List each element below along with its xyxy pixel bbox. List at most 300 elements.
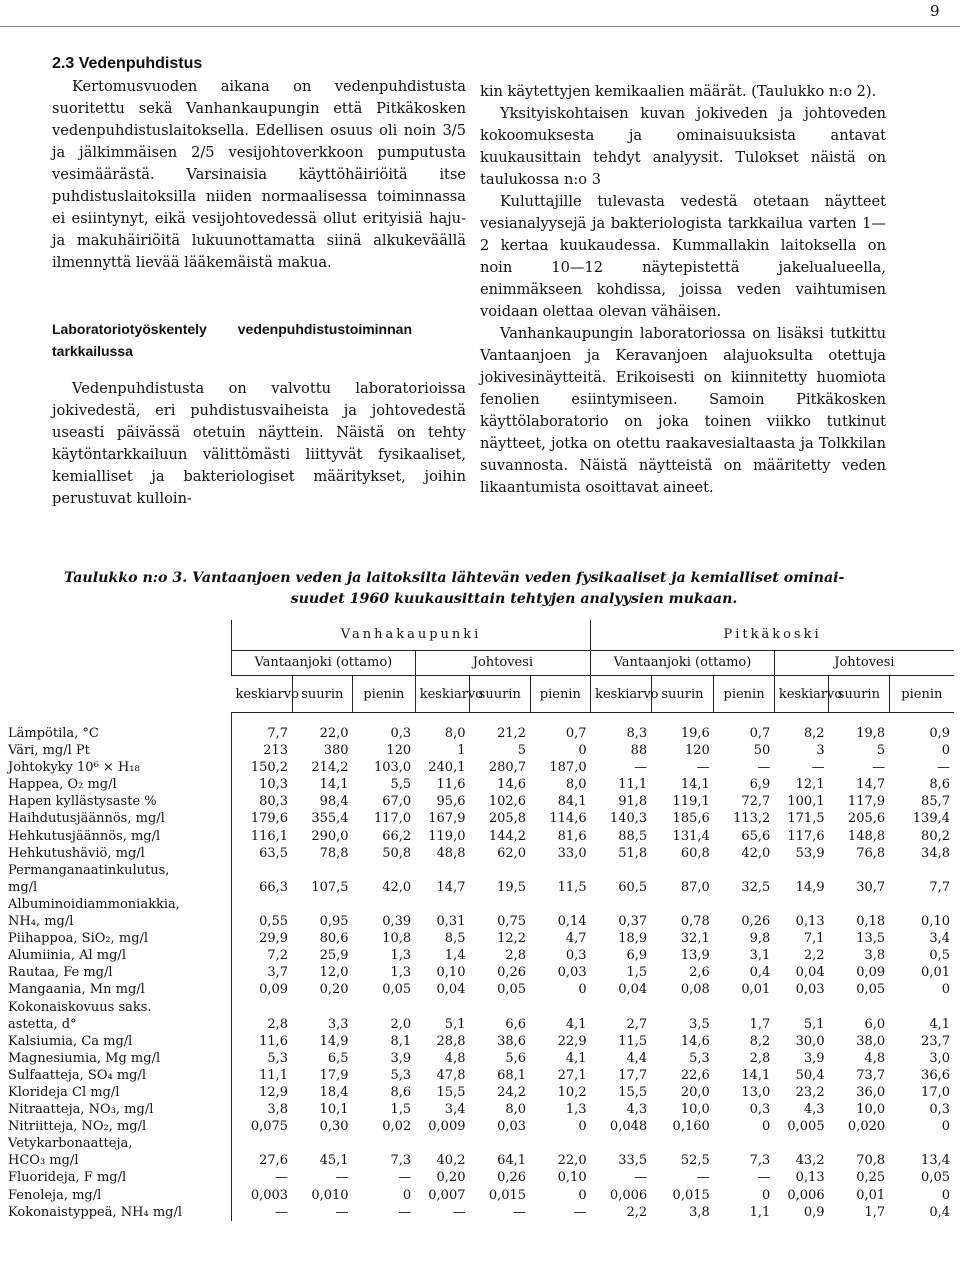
value-cell xyxy=(353,999,416,1016)
value-cell: 103,0 xyxy=(373,760,412,776)
value-cell: 179,6 xyxy=(250,811,289,827)
value-cell: 29,9 xyxy=(259,931,289,947)
value-cell xyxy=(591,1135,652,1152)
value-cell: 36,6 xyxy=(921,1067,950,1083)
value-cell: 22,0 xyxy=(319,726,349,741)
value-cell: 91,8 xyxy=(618,794,648,810)
table-row xyxy=(6,879,954,896)
value-cell: 355,4 xyxy=(311,811,349,827)
value-cell xyxy=(469,862,530,879)
value-cell: 0,009 xyxy=(428,1119,466,1135)
value-cell: 3 xyxy=(816,743,825,759)
value-cell: 38,6 xyxy=(497,1033,527,1049)
value-cell: 0 xyxy=(402,1187,412,1203)
value-cell: 9,8 xyxy=(749,931,771,947)
value-cell: 13,5 xyxy=(856,931,886,947)
value-cell: 10,1 xyxy=(319,1102,349,1118)
value-cell xyxy=(469,1135,530,1152)
page-number: 9 xyxy=(930,2,940,20)
value-cell: — xyxy=(335,1170,349,1186)
row-label: Happea, O₂ mg/l xyxy=(6,776,231,793)
value-cell: 3,9 xyxy=(803,1050,825,1066)
right-column xyxy=(480,81,886,499)
value-cell: 10,8 xyxy=(382,931,412,947)
value-cell xyxy=(231,862,292,879)
value-cell: 240,1 xyxy=(428,760,466,776)
value-cell: 213 xyxy=(263,743,289,759)
value-cell: 5,6 xyxy=(505,1050,527,1066)
value-cell: 0 xyxy=(578,743,587,759)
value-cell: — xyxy=(757,1170,771,1186)
table-caption-line-1: Taulukko n:o 3. Vantaanjoen veden ja laitoksilta lähtevän veden fysikaaliset ja kemialliset ominai- xyxy=(64,570,845,586)
value-cell: 8,0 xyxy=(444,726,466,741)
stat-header: pienin xyxy=(530,676,591,713)
source-header: Vantaanjoki (ottamo) xyxy=(231,651,415,676)
value-cell xyxy=(530,896,591,913)
value-cell: 0,3 xyxy=(565,948,587,964)
value-cell xyxy=(415,862,469,879)
value-cell: 0,05 xyxy=(382,982,412,998)
value-cell: 0,95 xyxy=(319,914,349,930)
row-label: Kalsiumia, Ca mg/l xyxy=(6,1033,231,1050)
value-cell: 22,0 xyxy=(557,1153,587,1169)
value-cell: 14,6 xyxy=(497,777,527,793)
value-cell: 0,5 xyxy=(929,948,950,964)
row-label: Fenoleja, mg/l xyxy=(6,1187,231,1204)
value-cell: 19,5 xyxy=(497,879,527,895)
value-cell: 0,13 xyxy=(795,1170,825,1186)
value-cell: 47,8 xyxy=(436,1067,466,1083)
value-cell: — xyxy=(634,1170,648,1186)
value-cell: 5,3 xyxy=(267,1050,289,1066)
value-cell: 38,0 xyxy=(856,1033,886,1049)
value-cell: 14,9 xyxy=(319,1033,349,1049)
value-cell: 100,1 xyxy=(787,794,825,810)
value-cell: — xyxy=(811,760,825,776)
stat-header: pienin xyxy=(353,676,416,713)
value-cell: 380 xyxy=(323,743,349,759)
value-cell: 21,2 xyxy=(497,726,527,741)
spacer-row xyxy=(6,713,954,726)
value-cell: 0,55 xyxy=(259,914,289,930)
value-cell: 5,3 xyxy=(390,1067,412,1083)
value-cell: 52,5 xyxy=(680,1153,710,1169)
value-cell: — xyxy=(398,1204,412,1220)
value-cell xyxy=(651,1135,714,1152)
value-cell: — xyxy=(872,760,886,776)
value-cell: 2,7 xyxy=(626,1016,648,1032)
table-caption xyxy=(64,568,904,610)
value-cell xyxy=(292,999,353,1016)
value-cell: 171,5 xyxy=(787,811,825,827)
row-label: NH₄, mg/l xyxy=(6,913,231,930)
value-cell: 6,5 xyxy=(327,1050,349,1066)
value-cell: 68,1 xyxy=(497,1067,527,1083)
value-cell xyxy=(651,999,714,1016)
value-cell: 0,05 xyxy=(856,982,886,998)
value-cell xyxy=(530,862,591,879)
value-cell: 0,26 xyxy=(497,1170,527,1186)
value-cell xyxy=(714,1135,775,1152)
value-cell: 2,2 xyxy=(626,1204,648,1220)
value-cell: 5 xyxy=(876,743,886,759)
value-cell: 32,1 xyxy=(680,931,710,947)
table-row xyxy=(6,981,954,998)
value-cell: 48,8 xyxy=(436,845,466,861)
value-cell: 0,7 xyxy=(749,726,771,741)
value-cell xyxy=(889,862,954,879)
value-cell: 0 xyxy=(762,1187,771,1203)
row-label: Rautaa, Fe mg/l xyxy=(6,964,231,981)
value-cell: 13,9 xyxy=(680,948,710,964)
value-cell: 117,6 xyxy=(787,828,825,844)
stat-header-row xyxy=(6,676,954,713)
value-cell: 17,0 xyxy=(921,1084,950,1100)
value-cell: 0,09 xyxy=(856,965,886,981)
value-cell: 0,01 xyxy=(856,1187,886,1203)
right-paragraph-3: Kuluttajille tulevasta vedestä otetaan näytteet vesianalyysejä ja bakteriologista tarkkailua varten 1—2 kertaa kuukaudessa. Kummallakin laitoksella on noin 10—12 näytepistettä jakelualueella, enimmäkseen kohdissa, joissa veden vaihtumisen voidaan olettaa olevan vähäisen. xyxy=(480,193,886,320)
value-cell: 113,2 xyxy=(733,811,771,827)
value-cell: 3,1 xyxy=(749,948,771,964)
table-row xyxy=(6,1135,954,1152)
value-cell: — xyxy=(452,1204,466,1220)
value-cell: 0,10 xyxy=(436,965,466,981)
value-cell: 1,7 xyxy=(749,1016,771,1032)
row-label: Lämpötila, °C xyxy=(6,725,231,742)
value-cell: 185,6 xyxy=(672,811,710,827)
value-cell xyxy=(591,999,652,1016)
value-cell: 63,5 xyxy=(259,845,289,861)
value-cell xyxy=(530,1135,591,1152)
table-row xyxy=(6,1084,954,1101)
table-row xyxy=(6,1067,954,1084)
value-cell xyxy=(774,896,828,913)
value-cell: 0,04 xyxy=(795,965,825,981)
row-label: Permanganaatinkulutus, xyxy=(6,862,231,879)
value-cell xyxy=(774,862,828,879)
value-cell: 205,8 xyxy=(488,811,527,827)
row-label: Väri, mg/l Pt xyxy=(6,742,231,759)
value-cell: 73,7 xyxy=(856,1067,886,1083)
value-cell: 66,2 xyxy=(382,828,412,844)
value-cell: 8,6 xyxy=(929,777,950,793)
value-cell: 120 xyxy=(684,743,710,759)
intro-paragraph: Kertomusvuoden aikana on vedenpuhdistusta suoritettu sekä Vanhankaupungin että Pitkäkosken vedenpuhdistuslaitoksella. Edellisen osuus oli noin 3/5 ja jälkimmäisen 2/5 vesijohtoverkkoon pumputusta vesimäärästä. Varsinaisia käyttöhäiriöitä itse puhdistuslaitoksilla niiden normaalisessa toiminnassa ei esiintynyt, eikä vesijohtovedessä ollut erityisiä haju- ja makuhäiriöitä lukuunottamatta siinä alkukeväällä ilmennyttä lievää lääkemäistä makua. xyxy=(52,78,466,271)
value-cell: 10,0 xyxy=(680,1102,710,1118)
row-label: Nitraatteja, NO₃, mg/l xyxy=(6,1101,231,1118)
value-cell: 30,0 xyxy=(795,1033,825,1049)
row-label: Magnesiumia, Mg mg/l xyxy=(6,1050,231,1067)
row-label: Nitriitteja, NO₂, mg/l xyxy=(6,1118,231,1135)
value-cell: 85,7 xyxy=(921,794,950,810)
value-cell: 8,2 xyxy=(749,1033,771,1049)
value-cell: 0,015 xyxy=(488,1187,527,1203)
value-cell: 95,6 xyxy=(436,794,466,810)
value-cell: 107,5 xyxy=(311,879,349,895)
value-cell: 0 xyxy=(941,982,950,998)
value-cell xyxy=(231,999,292,1016)
value-cell: 36,0 xyxy=(856,1084,886,1100)
value-cell xyxy=(774,999,828,1016)
table-row xyxy=(6,1016,954,1033)
value-cell: — xyxy=(335,1204,349,1220)
value-cell: 76,8 xyxy=(856,845,886,861)
value-cell xyxy=(829,999,890,1016)
value-cell xyxy=(353,896,416,913)
value-cell: 0,04 xyxy=(436,982,466,998)
value-cell: 10,2 xyxy=(557,1084,587,1100)
value-cell: 5,3 xyxy=(689,1050,710,1066)
value-cell: 7,7 xyxy=(267,726,289,741)
value-cell: 50 xyxy=(753,743,771,759)
row-label: Kloridejа Cl mg/l xyxy=(6,1084,231,1101)
value-cell: 116,1 xyxy=(250,828,289,844)
value-cell: 0,010 xyxy=(311,1187,349,1203)
value-cell: 131,4 xyxy=(672,828,710,844)
value-cell: 150,2 xyxy=(250,760,289,776)
table-row xyxy=(6,810,954,827)
value-cell: 15,5 xyxy=(618,1084,648,1100)
value-cell: — xyxy=(937,760,950,776)
value-cell: 7,7 xyxy=(929,879,950,895)
value-cell: 28,8 xyxy=(436,1033,466,1049)
value-cell: 0 xyxy=(578,982,587,998)
value-cell: 139,4 xyxy=(912,811,950,827)
value-cell: 3,5 xyxy=(689,1016,710,1032)
value-cell: 11,1 xyxy=(618,777,648,793)
water-analysis-table xyxy=(6,620,954,1221)
value-cell: 81,6 xyxy=(557,828,587,844)
value-cell: 98,4 xyxy=(319,794,349,810)
value-cell: 1,5 xyxy=(626,965,648,981)
value-cell: 0,10 xyxy=(557,1170,587,1186)
value-cell: 78,8 xyxy=(319,845,349,861)
table-row xyxy=(6,1187,954,1204)
value-cell: 5 xyxy=(517,743,527,759)
value-cell: 25,9 xyxy=(319,948,349,964)
value-cell: 214,2 xyxy=(311,760,349,776)
value-cell: 60,8 xyxy=(680,845,710,861)
value-cell: 4,1 xyxy=(565,1050,587,1066)
value-cell: 17,7 xyxy=(618,1067,648,1083)
value-cell: 6,9 xyxy=(749,777,771,793)
value-cell: 18,9 xyxy=(618,931,648,947)
value-cell: 1,3 xyxy=(390,965,412,981)
row-label: Kokonaiskovuus saks. xyxy=(6,999,231,1016)
table-row xyxy=(6,1033,954,1050)
value-cell: 2,2 xyxy=(803,948,825,964)
value-cell: 119,0 xyxy=(428,828,466,844)
value-cell: 15,5 xyxy=(436,1084,466,1100)
value-cell: 0,048 xyxy=(609,1119,648,1135)
value-cell xyxy=(889,999,954,1016)
value-cell: 0,26 xyxy=(497,965,527,981)
value-cell: 13,0 xyxy=(741,1084,771,1100)
value-cell: 87,0 xyxy=(680,879,710,895)
value-cell: 53,9 xyxy=(795,845,825,861)
value-cell: 72,7 xyxy=(741,794,771,810)
value-cell: 80,2 xyxy=(921,828,950,844)
row-label: Hehkutushäviö, mg/l xyxy=(6,845,231,862)
value-cell: 119,1 xyxy=(672,794,710,810)
value-cell: 205,6 xyxy=(847,811,886,827)
value-cell: 42,0 xyxy=(741,845,771,861)
value-cell: 7,3 xyxy=(390,1153,412,1169)
value-cell: 0,4 xyxy=(929,1204,950,1220)
value-cell: 0,05 xyxy=(497,982,527,998)
value-cell: 12,0 xyxy=(319,965,349,981)
row-label: Johtokyky 10⁶ × H₁₈ xyxy=(6,759,231,776)
value-cell: — xyxy=(398,1170,412,1186)
value-cell: 33,0 xyxy=(557,845,587,861)
value-cell xyxy=(231,896,292,913)
value-cell: — xyxy=(634,760,648,776)
value-cell xyxy=(714,862,775,879)
value-cell: 0,08 xyxy=(680,982,710,998)
row-label: Sulfaatteja, SO₄ mg/l xyxy=(6,1067,231,1084)
value-cell: 19,8 xyxy=(856,726,886,741)
value-cell: 80,3 xyxy=(259,794,289,810)
value-cell: 0,3 xyxy=(929,1102,950,1118)
value-cell: 18,4 xyxy=(319,1084,349,1100)
value-cell: 0,26 xyxy=(741,914,771,930)
table-row xyxy=(6,1169,954,1186)
table-row xyxy=(6,845,954,862)
value-cell: 8,6 xyxy=(390,1084,412,1100)
stat-header: suurin xyxy=(829,676,890,713)
value-cell: 12,2 xyxy=(497,931,527,947)
value-cell: 14,6 xyxy=(680,1033,710,1049)
value-cell: 114,6 xyxy=(549,811,587,827)
value-cell xyxy=(292,1135,353,1152)
value-cell: 0,006 xyxy=(609,1187,648,1203)
value-cell: 50,8 xyxy=(382,845,412,861)
value-cell: 11,5 xyxy=(557,879,587,895)
value-cell: 43,2 xyxy=(795,1153,825,1169)
value-cell: 8,3 xyxy=(626,726,648,741)
value-cell: — xyxy=(573,1204,587,1220)
value-cell: 50,4 xyxy=(795,1067,825,1083)
value-cell: 0,04 xyxy=(618,982,648,998)
right-paragraph-2: Yksityiskohtaisen kuvan jokiveden ja johtoveden kokoomuksesta ja ominaisuuksista antavat kuukausittain tehdyt analyysit. Tulokset näistä on taulukossa n:o 3 xyxy=(480,105,886,188)
table-row xyxy=(6,1152,954,1169)
value-cell: 6,6 xyxy=(505,1016,527,1032)
value-cell: 0,02 xyxy=(382,1119,412,1135)
row-label: Mangaania, Mn mg/l xyxy=(6,981,231,998)
row-label: Alumiinia, Al mg/l xyxy=(6,947,231,964)
value-cell: 4,1 xyxy=(565,1016,587,1032)
value-cell: — xyxy=(757,760,771,776)
lab-paragraph: Vedenpuhdistusta on valvottu laboratorioissa jokivedestä, eri puhdistusvaiheista ja johtovedestä useasti päivässä otetuin näyttein. Näistä on tehty käytöntarkkailuun välittömästi liittyvät fysikaaliset, kemialliset ja bakteriologiset määritykset, joihin perustuvat kulloin- xyxy=(52,380,466,507)
value-cell xyxy=(469,999,530,1016)
stat-header: suurin xyxy=(292,676,353,713)
value-cell: 60,5 xyxy=(618,879,648,895)
value-cell: 8,1 xyxy=(390,1033,412,1049)
value-cell: 84,1 xyxy=(557,794,587,810)
value-cell: 8,5 xyxy=(444,931,466,947)
stat-header: keskiarvo xyxy=(415,676,469,713)
plant-header-pitkakoski: Pitkäkoski xyxy=(591,620,954,651)
value-cell: 6,9 xyxy=(626,948,648,964)
stat-header: suurin xyxy=(651,676,714,713)
value-cell: 1,3 xyxy=(390,948,412,964)
row-label: Fluorideja, F mg/l xyxy=(6,1169,231,1186)
table-row xyxy=(6,896,954,913)
value-cell: 5,1 xyxy=(803,1016,825,1032)
right-paragraph-4: Vanhankaupungin laboratoriossa on lisäksi tutkittu Vantaanjoen ja Keravanjoen alajuoksulta otettuja jokivesinäytteitä. Erikoisesti on kiinnitetty huomiota fenolien esiintymiseen. Samoin Pitkäkosken käyttölaboratorio on joka toinen viikko tutkinut näytteet, jotka on otettu raakavesialtaasta ja Tolkkilan suvannosta. Näistä näytteistä on määritetty veden likaantumista osoittavat aineet. xyxy=(480,325,886,496)
value-cell: 102,6 xyxy=(488,794,527,810)
value-cell: 4,3 xyxy=(626,1102,648,1118)
row-label: HCO₃ mg/l xyxy=(6,1152,231,1169)
value-cell: 0,20 xyxy=(436,1170,466,1186)
source-header: Johtovesi xyxy=(774,651,954,676)
value-cell: 3,4 xyxy=(929,931,950,947)
value-cell: 0,01 xyxy=(921,965,950,981)
row-label: Hehkutusjäännös, mg/l xyxy=(6,828,231,845)
value-cell: 1,7 xyxy=(864,1204,886,1220)
value-cell xyxy=(591,862,652,879)
value-cell: 8,0 xyxy=(505,1102,527,1118)
value-cell: 0,005 xyxy=(787,1119,825,1135)
value-cell: 5,1 xyxy=(444,1016,466,1032)
value-cell: 0,007 xyxy=(428,1187,466,1203)
value-cell: 3,8 xyxy=(689,1204,710,1220)
value-cell: 1,1 xyxy=(749,1204,771,1220)
value-cell xyxy=(829,896,890,913)
value-cell: 3,7 xyxy=(267,965,289,981)
row-label: Vetykarbonaatteja, xyxy=(6,1135,231,1152)
stat-header: suurin xyxy=(469,676,530,713)
table-row xyxy=(6,776,954,793)
value-cell xyxy=(231,1135,292,1152)
value-cell xyxy=(353,862,416,879)
value-cell: 0,20 xyxy=(319,982,349,998)
table-row xyxy=(6,964,954,981)
value-cell xyxy=(292,862,353,879)
value-cell: 1,3 xyxy=(565,1102,587,1118)
value-cell: 51,8 xyxy=(618,845,648,861)
value-cell: 11,1 xyxy=(259,1067,289,1083)
value-cell xyxy=(889,1135,954,1152)
value-cell: — xyxy=(275,1204,289,1220)
value-cell: 4,8 xyxy=(444,1050,466,1066)
value-cell: — xyxy=(513,1204,527,1220)
value-cell: 0,015 xyxy=(672,1187,710,1203)
value-cell: 67,0 xyxy=(382,794,412,810)
table-row xyxy=(6,759,954,776)
value-cell: 0,39 xyxy=(382,914,412,930)
value-cell: 27,1 xyxy=(557,1067,587,1083)
value-cell: 20,0 xyxy=(680,1084,710,1100)
value-cell: 8,0 xyxy=(565,777,587,793)
stat-header: pienin xyxy=(889,676,954,713)
value-cell: 0,10 xyxy=(921,914,950,930)
value-cell: 0 xyxy=(941,1187,950,1203)
value-cell: 40,2 xyxy=(436,1153,466,1169)
value-cell: 7,1 xyxy=(803,931,825,947)
value-cell: 0,020 xyxy=(847,1119,886,1135)
value-cell: 3,0 xyxy=(929,1050,950,1066)
value-cell: 88,5 xyxy=(618,828,648,844)
value-cell xyxy=(591,896,652,913)
table-row xyxy=(6,1050,954,1067)
value-cell: 27,6 xyxy=(259,1153,289,1169)
value-cell: 0,09 xyxy=(259,982,289,998)
table-row xyxy=(6,913,954,930)
value-cell: 187,0 xyxy=(549,760,587,776)
left-column xyxy=(52,54,466,510)
value-cell: 4,1 xyxy=(929,1016,950,1032)
